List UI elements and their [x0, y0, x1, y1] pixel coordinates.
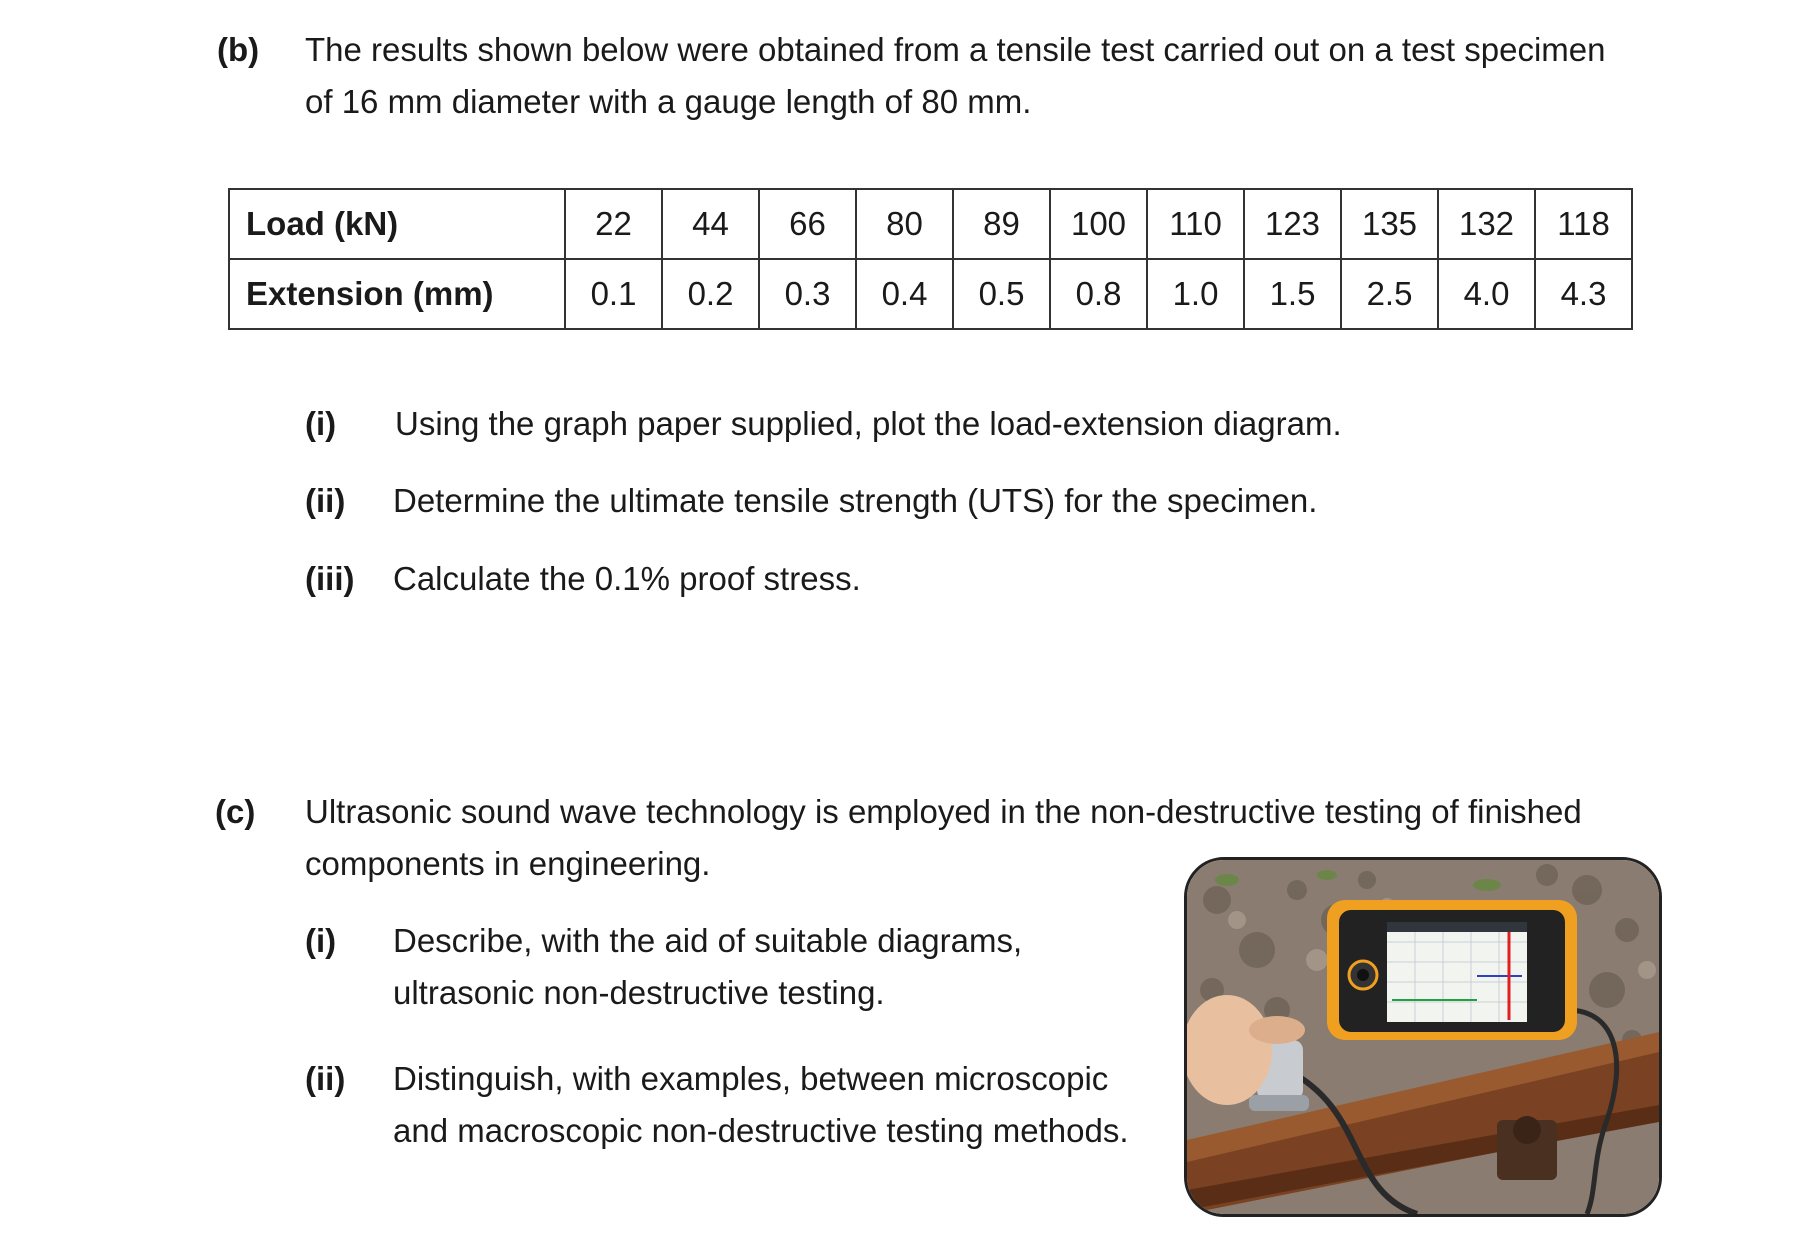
extension-cell: 0.1: [565, 259, 662, 329]
part-c-intro-line1: Ultrasonic sound wave technology is employed in the non-destructive testing of finished: [305, 793, 1582, 830]
extension-row-header: Extension (mm): [229, 259, 565, 329]
load-cell: 44: [662, 189, 759, 259]
part-c-intro-line2: components in engineering.: [305, 845, 711, 882]
tensile-results-table: [228, 188, 1633, 330]
extension-cell: 0.8: [1050, 259, 1147, 329]
question-c-i-line1: Describe, with the aid of suitable diagrams,: [393, 922, 1023, 959]
device-label: USM Go: [1517, 909, 1548, 918]
question-c-ii-label: (ii): [305, 1060, 346, 1097]
load-cell: 22: [565, 189, 662, 259]
question-b-i-text: Using the graph paper supplied, plot the load-extension diagram.: [395, 405, 1342, 442]
extension-cell: 4.3: [1535, 259, 1632, 329]
load-cell: 66: [759, 189, 856, 259]
extension-cell: 4.0: [1438, 259, 1535, 329]
question-b-iii-text: Calculate the 0.1% proof stress.: [393, 560, 861, 597]
load-cell: 118: [1535, 189, 1632, 259]
load-cell: 100: [1050, 189, 1147, 259]
extension-cell: 1.5: [1244, 259, 1341, 329]
load-cell: 80: [856, 189, 953, 259]
part-b-intro-line2: of 16 mm diameter with a gauge length of 80 mm.: [305, 83, 1032, 120]
extension-cell: 0.5: [953, 259, 1050, 329]
question-c-ii-line1: Distinguish, with examples, between microscopic: [393, 1060, 1109, 1097]
load-cell: 123: [1244, 189, 1341, 259]
question-b-ii-text: Determine the ultimate tensile strength (UTS) for the specimen.: [393, 482, 1318, 519]
load-cell: 110: [1147, 189, 1244, 259]
question-c-i-label: (i): [305, 922, 337, 959]
extension-cell: 1.0: [1147, 259, 1244, 329]
load-row: [229, 189, 1632, 259]
part-c-label: (c): [215, 793, 256, 830]
load-cell: 89: [953, 189, 1050, 259]
part-b-intro-line1: The results shown below were obtained from a tensile test carried out on a test specimen: [305, 31, 1606, 68]
question-c-ii-line2: and macroscopic non-destructive testing methods.: [393, 1112, 1129, 1149]
load-cell: 135: [1341, 189, 1438, 259]
extension-row: [229, 259, 1632, 329]
question-b-iii-label: (iii): [305, 560, 355, 597]
extension-cell: 0.3: [759, 259, 856, 329]
ultrasonic-tester-illustration: [1187, 860, 1659, 1214]
extension-cell: 0.4: [856, 259, 953, 329]
load-cell: 132: [1438, 189, 1535, 259]
question-b-i-label: (i): [305, 405, 337, 442]
ultrasonic-tester-photo: [1184, 857, 1662, 1217]
extension-cell: 2.5: [1341, 259, 1438, 329]
question-c-i-line2: ultrasonic non-destructive testing.: [393, 974, 885, 1011]
question-b-ii-label: (ii): [305, 482, 346, 519]
extension-cell: 0.2: [662, 259, 759, 329]
load-row-header: Load (kN): [229, 189, 565, 259]
part-b-label: (b): [217, 31, 260, 68]
